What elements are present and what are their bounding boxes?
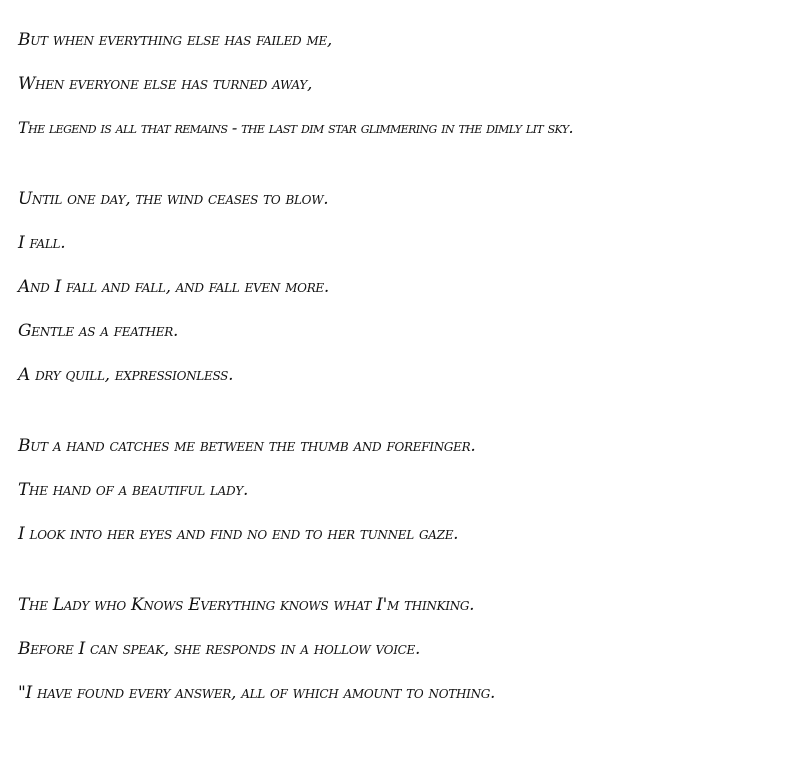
poem-line: The legend is all that remains - the last dim star glimmering in the dimly lit sky.	[18, 118, 573, 137]
poem-line: And I fall and fall, and fall even more.	[18, 277, 329, 297]
stanza-2	[18, 185, 803, 389]
stanza-3	[18, 432, 803, 548]
poem-line: But a hand catches me between the thumb and forefinger.	[18, 436, 476, 456]
poem-line: Until one day, the wind ceases to blow.	[18, 189, 329, 209]
poem-line: "I have found every answer, all of which amount to nothing.	[18, 683, 496, 703]
poem-page	[18, 26, 803, 707]
stanza-1	[18, 26, 803, 142]
poem-line: I look into her eyes and find no end to her tunnel gaze.	[18, 524, 459, 544]
stanza-4	[18, 591, 803, 707]
poem-line: Gentle as a feather.	[18, 321, 179, 341]
poem-line: But when everything else has failed me,	[18, 30, 333, 50]
poem-line: I fall.	[18, 233, 66, 253]
poem-line: The hand of a beautiful lady.	[18, 480, 249, 500]
poem-line: Before I can speak, she responds in a hollow voice.	[18, 639, 421, 659]
poem-line: A dry quill, expressionless.	[18, 365, 234, 385]
poem-line: The Lady who Knows Everything knows what I'm thinking.	[18, 595, 475, 615]
poem-line: When everyone else has turned away,	[18, 74, 313, 94]
